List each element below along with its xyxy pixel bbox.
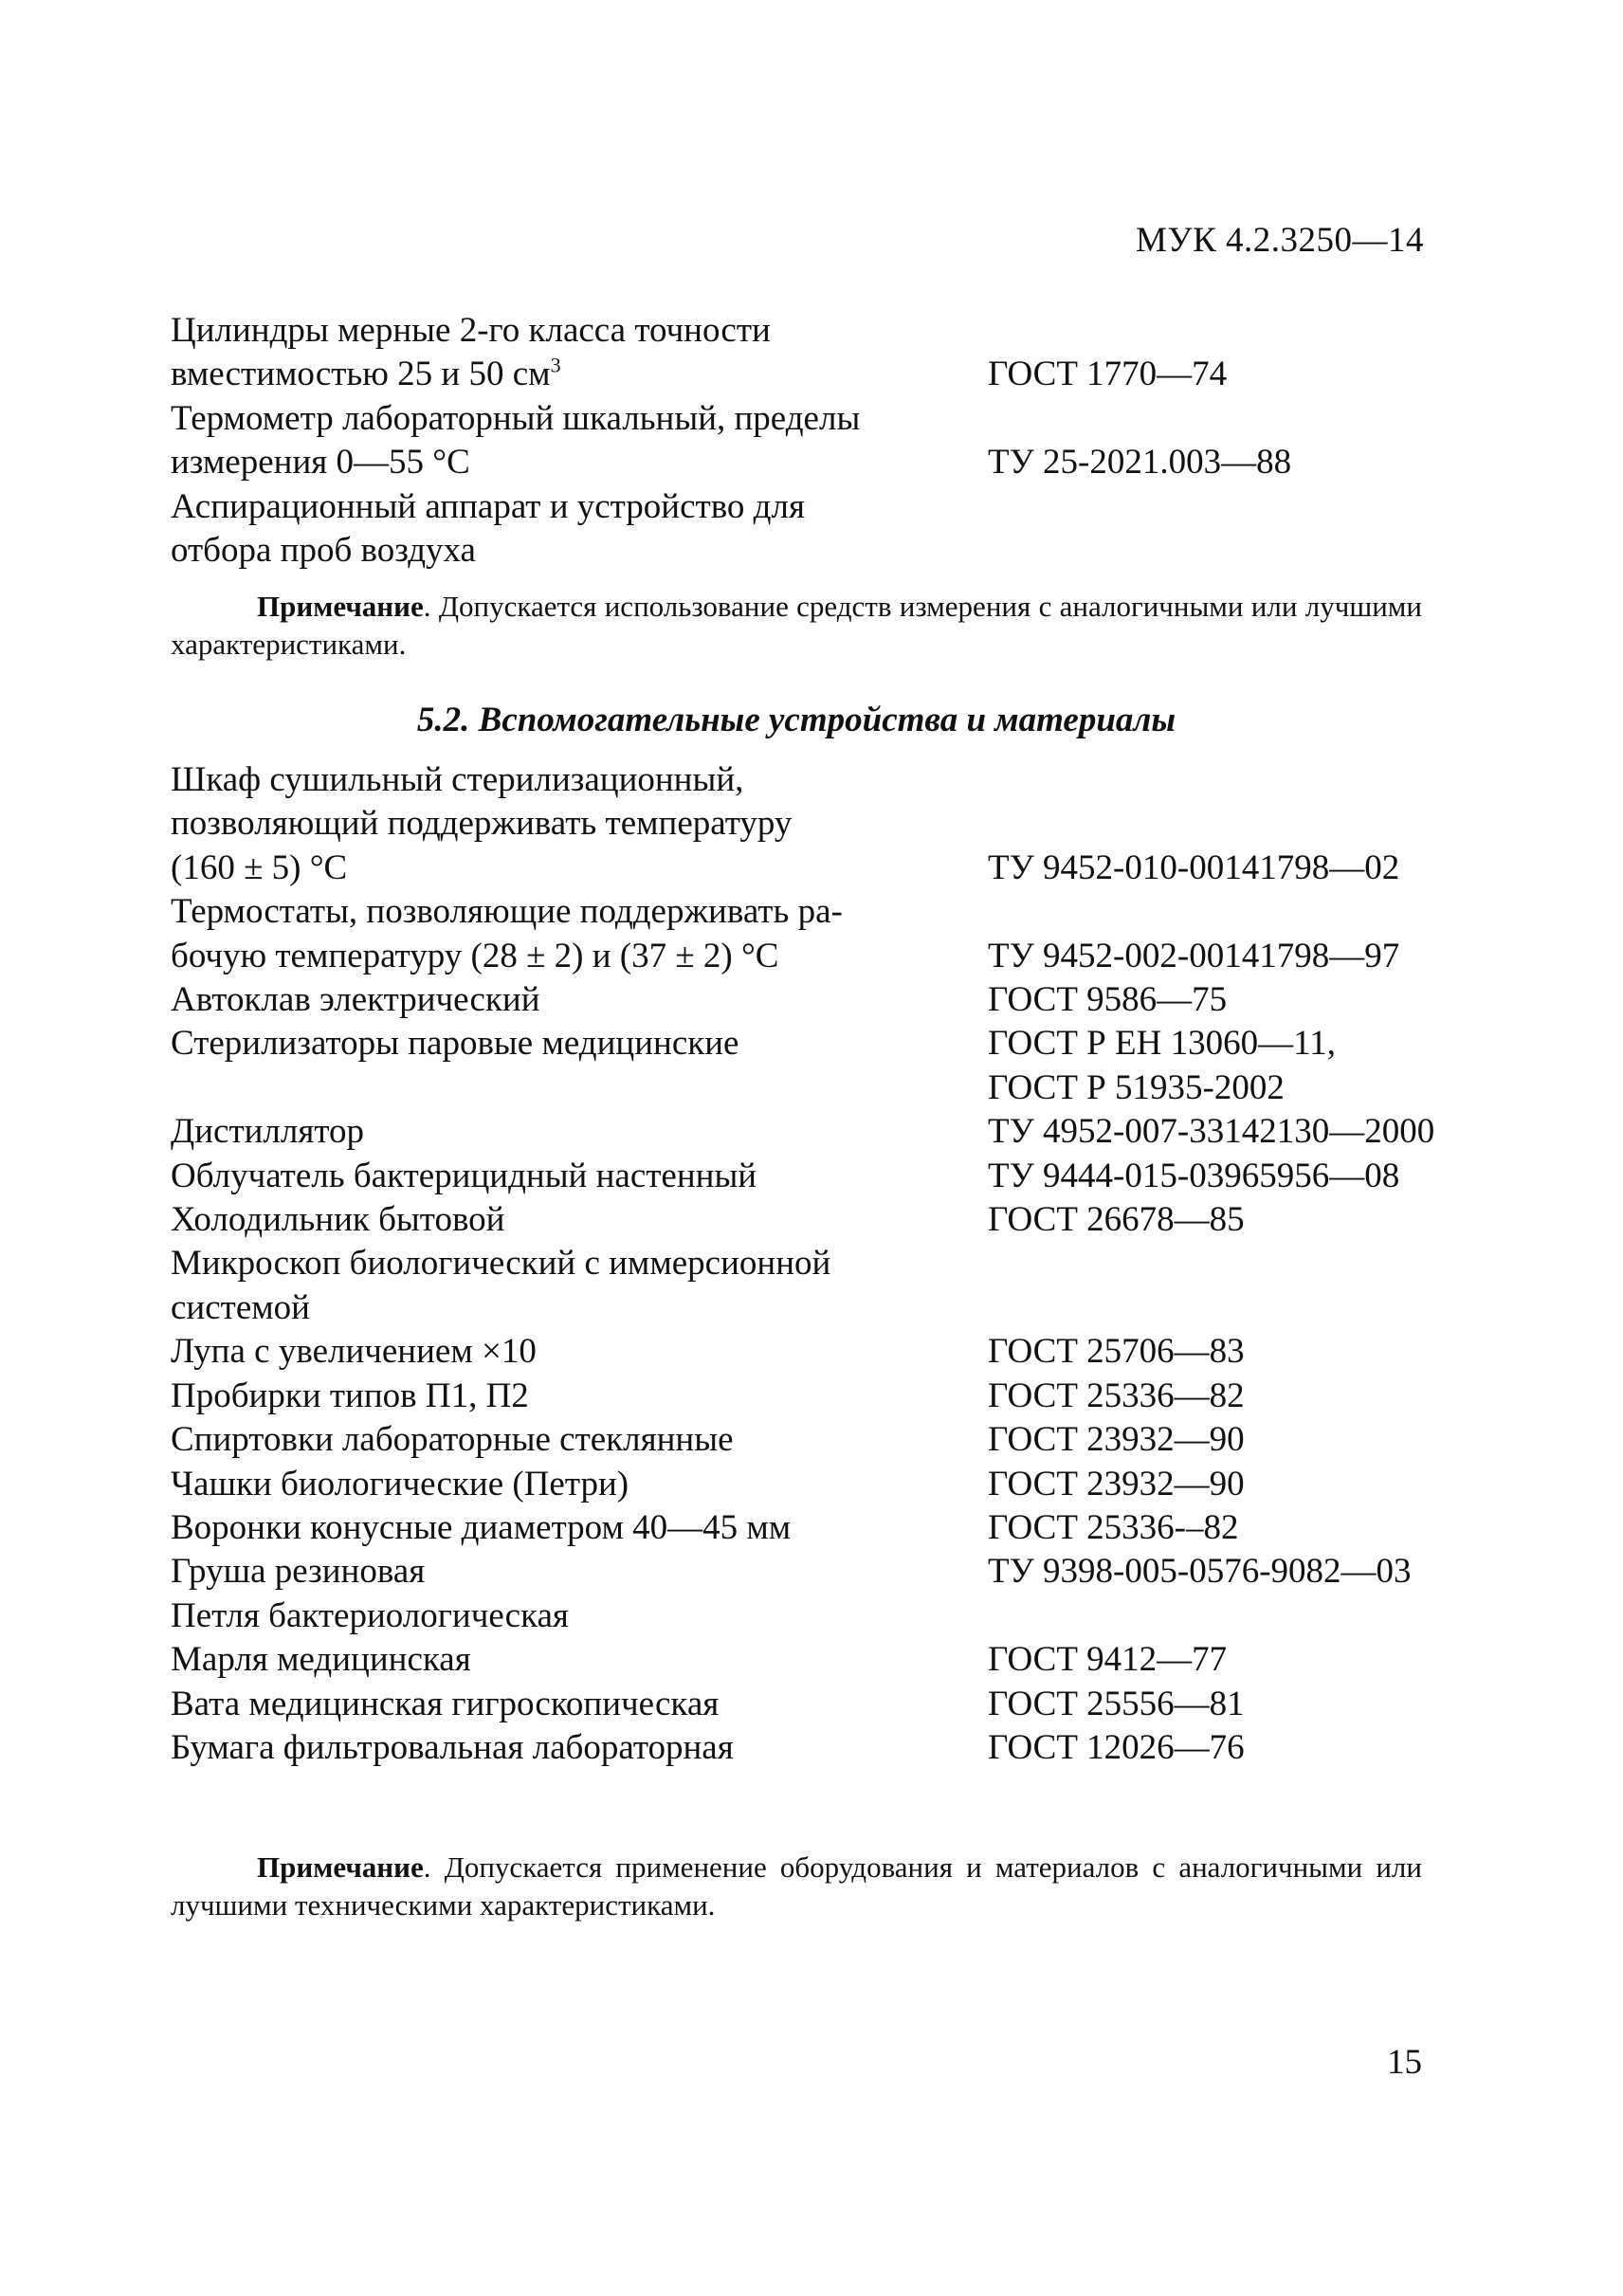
item-standard bbox=[988, 1110, 1434, 1154]
list-item bbox=[171, 1110, 1498, 1154]
item-name-line: системой bbox=[171, 1287, 310, 1327]
item-standard-line: ГОСТ 26678—85 bbox=[988, 1200, 1245, 1240]
item-name bbox=[171, 1418, 988, 1462]
item-name-line: Бумага фильтровальная лабораторная bbox=[171, 1727, 734, 1767]
item-name-line: Чашки биологические (Петри) bbox=[171, 1464, 629, 1503]
item-name-line: Спиртовки лабораторные стеклянные bbox=[171, 1420, 734, 1460]
list-item bbox=[171, 1726, 1498, 1770]
item-standard bbox=[988, 1330, 1245, 1374]
item-standard bbox=[988, 1683, 1245, 1726]
item-standard bbox=[988, 1022, 1336, 1110]
item-standard-line: ГОСТ 25706—83 bbox=[988, 1332, 1245, 1372]
list-item bbox=[171, 978, 1498, 1022]
item-standard bbox=[988, 1286, 996, 1330]
item-name bbox=[171, 1594, 988, 1638]
item-standard bbox=[988, 1418, 1245, 1462]
item-standard bbox=[988, 847, 1399, 890]
note-measuring-instruments bbox=[171, 588, 1422, 664]
note-label: Примечание bbox=[257, 590, 424, 623]
item-standard-line: ГОСТ Р ЕН 13060—11, bbox=[988, 1024, 1336, 1064]
item-name bbox=[171, 485, 988, 574]
list-item bbox=[171, 1418, 1498, 1462]
list-item bbox=[171, 1683, 1498, 1726]
item-name-line: Пробирки типов П1, П2 bbox=[171, 1376, 529, 1415]
item-name-line: Вата медицинская гигроскопическая bbox=[171, 1684, 720, 1723]
note-label: Примечание bbox=[257, 1850, 424, 1884]
item-standard-line: ГОСТ 23932—90 bbox=[988, 1464, 1245, 1503]
item-standard-line: ГОСТ 25336—82 bbox=[988, 1376, 1245, 1415]
list-item bbox=[171, 758, 1498, 890]
item-name-line: Термостаты, позволяющие поддерживать ра- bbox=[171, 892, 843, 932]
item-standard-line: ГОСТ 25556—81 bbox=[988, 1684, 1245, 1723]
list-item bbox=[171, 1638, 1498, 1682]
item-name-line: Автоклав электрический bbox=[171, 980, 540, 1020]
note-auxiliary-items bbox=[171, 1849, 1422, 1924]
item-standard-line: ГОСТ 9412—77 bbox=[988, 1640, 1228, 1680]
list-item bbox=[171, 1330, 1498, 1374]
document-code: МУК 4.2.3250—14 bbox=[1135, 221, 1424, 260]
list-item bbox=[171, 1594, 1498, 1638]
item-standard bbox=[988, 1638, 1227, 1682]
measuring-instruments-list bbox=[171, 309, 1498, 573]
item-name bbox=[171, 1506, 988, 1550]
note-text: . Допускается применение оборудования и материалов с аналогичными или лучшими техническими характеристиками. bbox=[171, 1850, 1422, 1922]
item-standard-line: ТУ 9452-010-00141798—02 bbox=[988, 847, 1400, 887]
list-item bbox=[171, 1506, 1498, 1550]
item-name-line: бочую температуру (28 ± 2) и (37 ± 2) °С bbox=[171, 936, 779, 975]
item-name bbox=[171, 890, 988, 978]
item-name-line: Груша резиновая bbox=[171, 1552, 426, 1592]
item-name-line: Дистиллятор bbox=[171, 1112, 365, 1152]
item-name bbox=[171, 1155, 988, 1198]
list-item bbox=[171, 485, 1498, 574]
item-name-line: Лупа с увеличением ×10 bbox=[171, 1332, 537, 1372]
list-item bbox=[171, 1198, 1498, 1242]
item-standard-line: ТУ 4952-007-33142130—2000 bbox=[988, 1112, 1435, 1152]
item-name bbox=[171, 1726, 988, 1770]
superscript: 3 bbox=[550, 354, 561, 378]
item-name-line: Облучатель бактерицидный настенный bbox=[171, 1156, 757, 1195]
item-standard-line: ТУ 9398-005-0576-9082—03 bbox=[988, 1552, 1412, 1592]
item-standard bbox=[988, 1594, 996, 1638]
list-item bbox=[171, 1022, 1498, 1110]
item-standard: ТУ 25-2021.003—88 bbox=[988, 443, 1292, 483]
item-name bbox=[171, 1638, 988, 1682]
item-standard bbox=[988, 1726, 1245, 1770]
list-item bbox=[171, 397, 1498, 485]
list-item bbox=[171, 1242, 1498, 1330]
item-name bbox=[171, 1242, 988, 1330]
item-name-line: вместимостью 25 и 50 $см^3$ bbox=[171, 354, 561, 394]
item-name-line bbox=[171, 1066, 988, 1110]
item-name-line: позволяющий поддерживать температуру bbox=[171, 804, 793, 844]
item-name-line: Микроскоп биологический с иммерсионной bbox=[171, 1244, 831, 1284]
item-standard-line: ТУ 9452-002-00141798—97 bbox=[988, 936, 1400, 975]
list-item bbox=[171, 1550, 1498, 1594]
item-name bbox=[171, 1198, 988, 1242]
item-name-line: Аспирационный аппарат и устройство для bbox=[171, 486, 805, 526]
item-name bbox=[171, 1330, 988, 1374]
list-item bbox=[171, 1463, 1498, 1506]
item-name bbox=[171, 1375, 988, 1418]
item-name bbox=[171, 1463, 988, 1506]
item-standard bbox=[988, 529, 996, 573]
item-standard bbox=[988, 1463, 1245, 1506]
item-name-line: Стерилизаторы паровые медицинские bbox=[171, 1024, 739, 1064]
item-name-line: Термометр лабораторный шкальный, пределы bbox=[171, 398, 861, 438]
item-standard-line: ГОСТ 25336-–82 bbox=[988, 1507, 1239, 1547]
item-name bbox=[171, 758, 988, 890]
item-standard-line: ГОСТ 23932—90 bbox=[988, 1420, 1245, 1460]
item-name-line: Шкаф сушильный стерилизационный, bbox=[171, 760, 744, 799]
list-item bbox=[171, 890, 1498, 978]
item-standard bbox=[988, 978, 1227, 1022]
item-standard-line bbox=[988, 1594, 996, 1638]
item-standard-line: ГОСТ 12026—76 bbox=[988, 1727, 1245, 1767]
note-text: . Допускается использование средств измерения с аналогичными или лучшими характеристиками. bbox=[171, 590, 1422, 661]
item-name bbox=[171, 1683, 988, 1726]
item-standard bbox=[988, 1198, 1245, 1242]
item-name-line: Цилиндры мерные 2-го класса точности bbox=[171, 311, 771, 350]
item-standard bbox=[988, 1506, 1239, 1550]
section-title: 5.2. Вспомогательные устройства и материалы bbox=[416, 701, 1176, 739]
page-number: 15 bbox=[1387, 2043, 1422, 2082]
item-name bbox=[171, 1550, 988, 1594]
auxiliary-items-list bbox=[171, 758, 1498, 1770]
item-name bbox=[171, 309, 988, 397]
item-name-line: Марля медицинская bbox=[171, 1640, 471, 1680]
item-name bbox=[171, 978, 988, 1022]
item-name-line: Петля бактериологическая bbox=[171, 1595, 569, 1635]
item-name bbox=[171, 1110, 988, 1154]
item-name bbox=[171, 1022, 988, 1110]
item-name-line: (160 ± 5) °С bbox=[171, 847, 348, 887]
item-name-line: Воронки конусные диаметром 40—45 мм bbox=[171, 1507, 792, 1547]
list-item bbox=[171, 1155, 1498, 1198]
item-standard bbox=[988, 1375, 1245, 1418]
item-standard bbox=[988, 1155, 1399, 1198]
item-name bbox=[171, 397, 988, 485]
item-standard-line bbox=[988, 1286, 996, 1330]
list-item bbox=[171, 1375, 1498, 1418]
item-standard bbox=[988, 1550, 1412, 1594]
item-name-line: измерения 0—55 °С bbox=[171, 443, 470, 483]
item-standard bbox=[988, 935, 1399, 978]
item-name-line: отбора проб воздуха bbox=[171, 531, 476, 571]
item-standard-line: ГОСТ Р 51935-2002 bbox=[988, 1067, 1285, 1107]
item-standard-line: ТУ 9444-015-03965956—08 bbox=[988, 1156, 1400, 1195]
item-standard: ГОСТ 1770—74 bbox=[988, 355, 1228, 394]
item-name-line: Холодильник бытовой bbox=[171, 1200, 505, 1240]
item-standard-line: ГОСТ 9586—75 bbox=[988, 980, 1228, 1020]
list-item bbox=[171, 309, 1498, 397]
